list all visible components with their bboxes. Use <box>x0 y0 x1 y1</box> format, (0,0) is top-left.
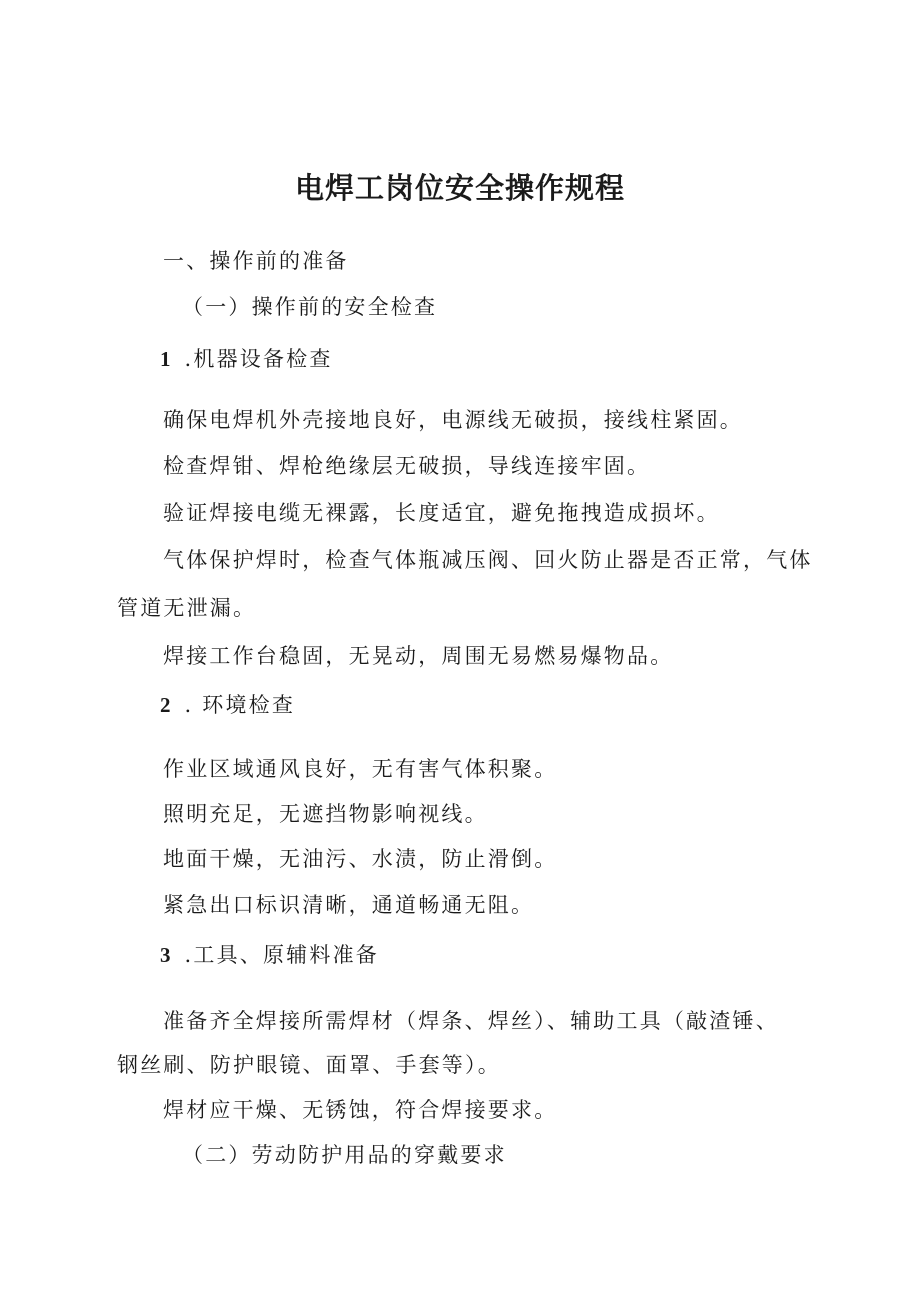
document-title: 电焊工岗位安全操作规程 <box>294 171 625 205</box>
paragraph-line: 焊材应干燥、无锈蚀，符合焊接要求。 <box>163 1098 558 1122</box>
section-heading: 一、操作前的准备 <box>163 249 349 273</box>
item-heading <box>160 945 379 966</box>
paragraph-line: 检查焊钳、焊枪绝缘层无破损，导线连接牢固。 <box>163 454 651 478</box>
item-label: .机器设备检查 <box>184 347 333 371</box>
paragraph-line: 地面干燥，无油污、水渍，防止滑倒。 <box>163 847 558 871</box>
item-label: .工具、原辅料准备 <box>184 943 379 967</box>
paragraph-line: 照明充足，无遮挡物影响视线。 <box>163 802 488 826</box>
item-label: . 环境检查 <box>184 693 296 717</box>
item-number: 3 <box>160 943 171 967</box>
paragraph-line: 验证焊接电缆无裸露，长度适宜，避免拖拽造成损坏。 <box>163 501 720 525</box>
paragraph-line: 焊接工作台稳固，无晃动，周围无易燃易爆物品。 <box>163 644 674 668</box>
subsection-heading: （一）操作前的安全检查 <box>182 295 438 319</box>
item-number: 2 <box>160 693 171 717</box>
paragraph-line: 钢丝刷、防护眼镜、面罩、手套等）。 <box>117 1053 501 1077</box>
paragraph-line: 准备齐全焊接所需焊材（焊条、焊丝）、辅助工具（敲渣锤、 <box>163 1009 779 1033</box>
paragraph-line: 确保电焊机外壳接地良好，电源线无破损，接线柱紧固。 <box>163 408 743 432</box>
paragraph-line: 管道无泄漏。 <box>117 596 257 620</box>
item-heading <box>160 695 295 716</box>
item-number: 1 <box>160 347 171 371</box>
subsection-heading: （二）劳动防护用品的穿戴要求 <box>182 1143 507 1167</box>
item-heading <box>160 349 333 370</box>
paragraph-line: 作业区域通风良好，无有害气体积聚。 <box>163 757 558 781</box>
paragraph-line: 紧急出口标识清晰，通道畅通无阻。 <box>163 893 535 917</box>
paragraph-line: 气体保护焊时，检查气体瓶减压阀、回火防止器是否正常，气体 <box>163 548 813 572</box>
